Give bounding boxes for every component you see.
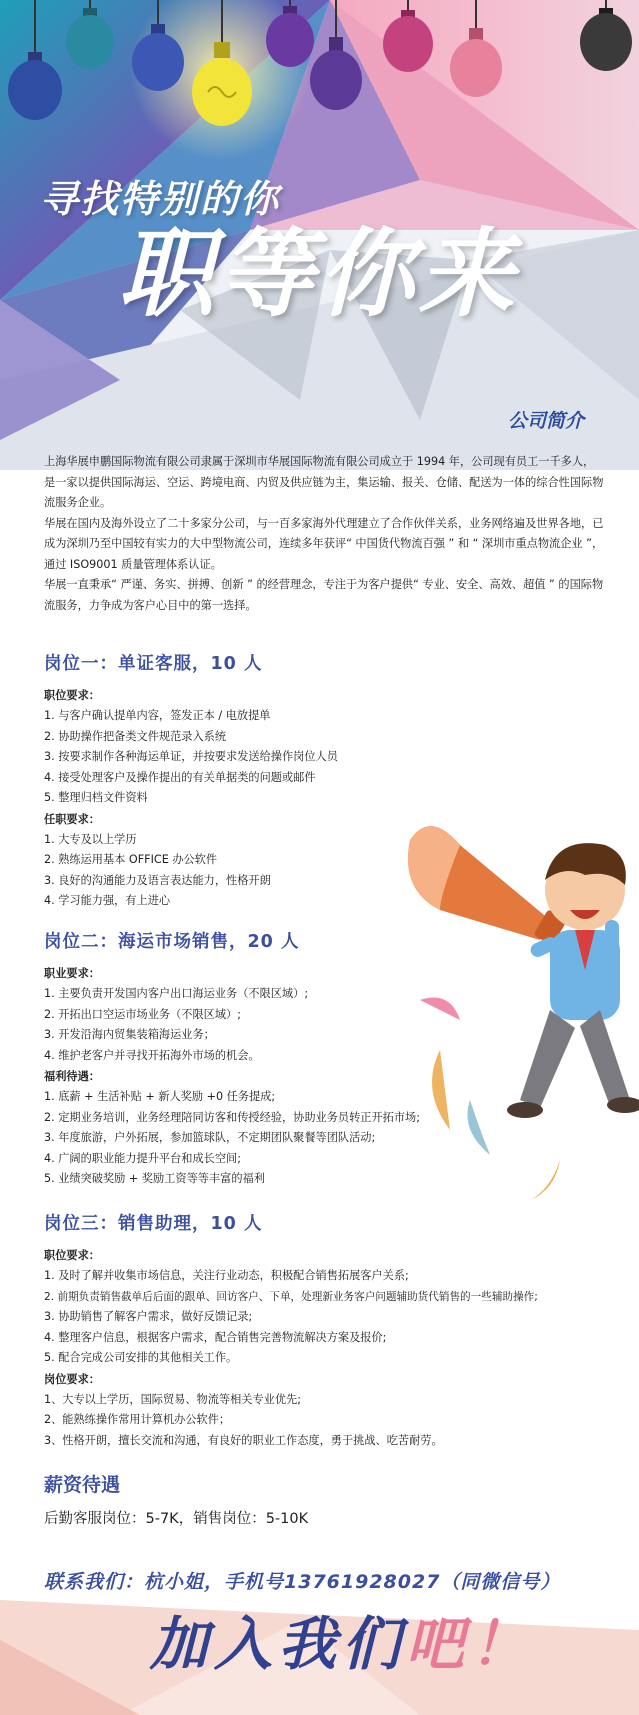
intro-paragraph: 华展一直秉承“ 严谨、务实、拼搏、创新 ” 的经营理念，专注于为客户提供“ 专业、安全、高效、超值 ” 的国际物流服务，力争成为客户心目中的第一选择。 [44,578,604,612]
job-benefits-list [44,1087,420,1190]
list-item: 4. 学习能力强，有上进心 [44,894,171,907]
job-subheading: 职位要求： [44,1249,100,1262]
job-title: 岗位一：单证客服，10 人 [44,654,263,674]
salary-text: 后勤客服岗位：5-7K，销售岗位：5-10K [44,1511,309,1527]
intro-paragraph: 上海华展申鹏国际物流有限公司隶属于深圳市华展国际物流有限公司成立于 1994 年，公司现有员工一千多人，是一家以提供国际海运、空运、跨境电商、内贸及供应链为主，集运输、报关、仓储、配送为一体的综合性国际物流服务企业。 [44,455,604,509]
list-item: 2. 熟练运用基本 OFFICE 办公软件 [44,853,218,866]
list-item: 2. 开拓出口空运市场业务（不限区域）; [44,1007,242,1021]
list-item: 4. 广阔的职业能力提升平台和成长空间; [44,1151,242,1165]
list-item: 3. 协助销售了解客户需求，做好反馈记录; [44,1310,253,1323]
job-title: 岗位二：海运市场销售，20 人 [44,932,300,952]
company-intro [44,452,604,616]
job-section-1 [44,650,338,912]
company-intro-heading: 公司简介 [508,410,585,432]
list-item: 4. 接受处理客户及操作提出的有关单据类的问题或邮件 [44,770,316,784]
list-item: 3. 良好的沟通能力及语言表达能力，性格开朗 [44,873,271,887]
megaphone-icon [408,826,567,946]
list-item: 1. 与客户确认提单内容，签发正本 / 电放提单 [44,709,271,722]
join-slogan-main: 加入我们 [150,1610,407,1678]
list-item: 2. 定期业务培训，业务经理陪同访客和传授经验，协助业务员转正开拓市场; [44,1110,421,1124]
job-requirements-list [44,1266,538,1369]
megaphone-man-illustration [400,800,639,1200]
job-requirements-list [44,706,338,809]
list-item: 5. 配合完成公司安排的其他相关工作。 [44,1351,238,1364]
list-item: 4. 维护老客户并寻找开拓海外市场的机会。 [44,1048,260,1062]
list-item: 1、大专以上学历，国际贸易、物流等相关专业优先; [44,1392,302,1406]
list-item: 1. 及时了解并收集市场信息，关注行业动态，积极配合销售拓展客户关系; [44,1269,409,1282]
cartoon-man-icon [507,843,639,1118]
job-qualifications-list [44,1390,538,1452]
list-item: 3. 年度旅游，户外拓展，参加篮球队，不定期团队聚餐等团队活动; [44,1131,376,1144]
list-item: 2. 前期负责销售截单后后面的跟单、回访客户、下单，处理新业务客户问题辅助货代销售的一些辅助操作; [44,1290,538,1303]
job-subheading: 职位要求： [44,689,100,702]
job-subheading: 岗位要求： [44,1372,100,1386]
list-item: 1. 大专及以上学历 [44,832,137,846]
intro-paragraph: 华展在国内及海外设立了二十多家分公司，与一百多家海外代理建立了合作伙伴关系，业务网络遍及世界各地，已成为深圳乃至中国较有实力的大中型物流公司，连续多年获评“ 中国货代物流百强 ” 和 “ 深圳市重点物流企业 ”，通过 ISO9001 质量管理体系认证。 [44,516,604,571]
hero-tagline: 寻找特别的你 [40,177,281,221]
list-item: 1. 底薪 + 生活补贴 + 新人奖励 +0 任务提成; [44,1090,276,1103]
job-qualifications-list [44,830,338,912]
hero-banner [0,0,639,470]
list-item: 4. 整理客户信息，根据客户需求，配合销售完善物流解决方案及报价; [44,1330,387,1344]
job-section-2 [44,928,420,1190]
list-item: 1. 主要负责开发国内客户出口海运业务（不限区域）; [44,987,309,1000]
list-item: 3. 按要求制作各种海运单证，并按要求发送给操作岗位人员 [44,750,338,763]
job-subheading: 职业要求： [44,967,100,980]
job-title: 岗位三：销售助理，10 人 [44,1214,263,1234]
list-item: 5. 整理归档文件资料 [44,791,148,804]
job-section-3 [44,1210,538,1451]
join-slogan-accent: 吧！ [406,1610,535,1678]
list-item: 5. 业绩突破奖励 + 奖励工资等等丰富的福利 [44,1172,265,1185]
list-item: 3、性格开朗，擅长交流和沟通，有良好的职业工作态度，勇于挑战、吃苦耐劳。 [44,1433,443,1447]
salary-heading: 薪资待遇 [44,1474,121,1496]
list-item: 3. 开发沿海内贸集装箱海运业务； [44,1028,215,1041]
hero-title: 职等你来 [118,218,518,330]
job-requirements-list [44,984,420,1066]
join-us-slogan [150,1610,535,1678]
job-subheading: 任职要求： [44,812,100,826]
list-item: 2、能熟练操作常用计算机办公软件； [44,1413,231,1426]
job-subheading: 福利待遇： [44,1070,100,1083]
list-item: 2. 协助操作把备类文件规范录入系统 [44,729,227,743]
contact-info: 联系我们：杭小姐，手机号13761928027（同微信号） [44,1571,561,1593]
